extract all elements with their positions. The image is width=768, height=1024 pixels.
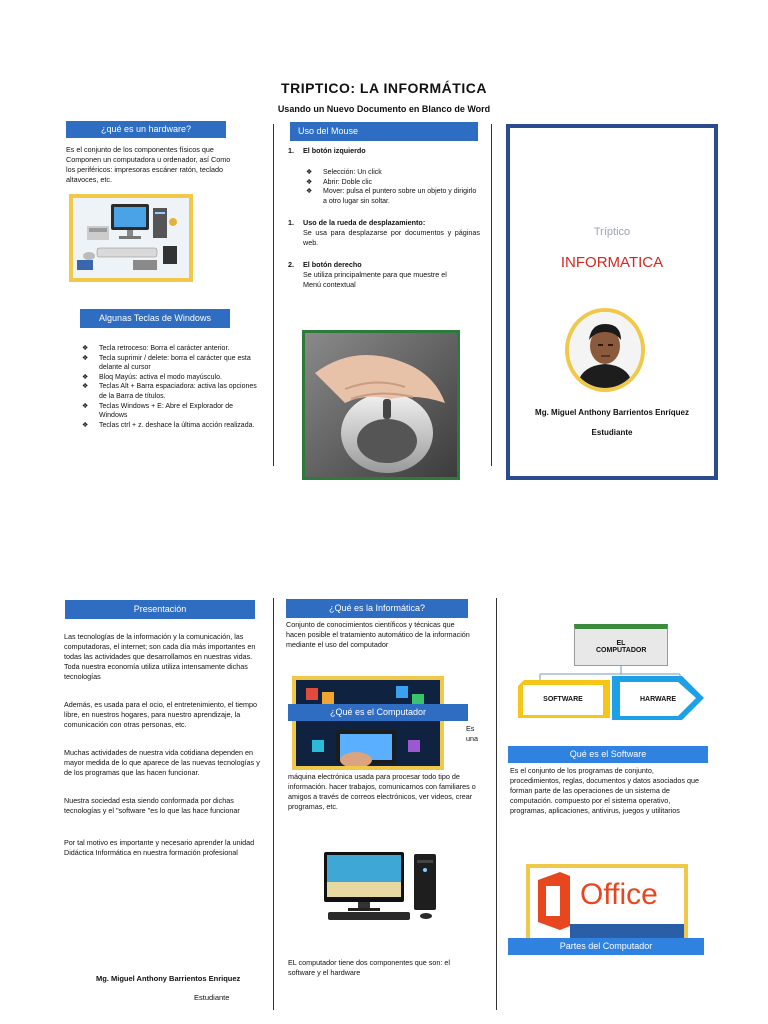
item-number: 2. — [288, 260, 294, 270]
informatica-text: Conjunto de conocimientos científicos y técnicas que hacen posible el tratamiento automático de la información mediante el uso del computador — [286, 620, 470, 649]
computador-side-text-2: una — [466, 734, 478, 743]
list-item: ❖ Teclas Alt + Barra espaciadora: activa las opciones de la Barra de títulos. — [82, 382, 262, 401]
right-button-text: Se utiliza principalmente para que muestre el Menú contextual — [303, 270, 447, 290]
technology-image — [292, 676, 444, 770]
presentacion-heading: Presentación — [65, 600, 255, 619]
windows-keys-heading: Algunas Teclas de Windows — [80, 309, 230, 328]
cover-title: INFORMATICA — [560, 254, 664, 271]
item-title: Uso de la rueda de desplazamiento: — [303, 218, 426, 228]
office-image — [526, 864, 688, 942]
list-item: ❖ Teclas Windows + E: Abre el Explorador de Windows — [82, 402, 262, 421]
item-number: 1. — [288, 218, 294, 228]
mouse-item-left — [288, 146, 480, 156]
computador-text: máquina electrónica usada para procesar todo tipo de información. hacer trabajos, comunicarnos con familiares o amigos a través de correos electrónicos, ver videos, crear programas, etc. — [288, 772, 476, 811]
page-title: TRIPTICO: LA INFORMÁTICA — [281, 80, 487, 96]
diagram-software-node — [518, 680, 610, 718]
wheel-text: Se usa para desplazarse por documentos y páginas web. — [303, 228, 480, 248]
software-heading: Qué es el Software — [508, 746, 708, 763]
list-item: ❖ Mover: pulsa el puntero sobre un objeto y dirigirlo a otro lugar sin soltar. — [306, 187, 480, 206]
author-avatar — [565, 308, 645, 392]
presentacion-paragraph-1: Las tecnologías de la información y la comunicación, las computadoras, el internet; son cada día más importantes en todas las actividades que desarrollamos en nuestras vidas. Toda nuestra economía utiliza utiliza intensamente dichas tecnologías — [64, 632, 256, 681]
presentacion-role: Estudiante — [194, 993, 230, 1002]
software-text: Es el conjunto de los programas de conjunto, procedimientos, reglas, documentos y datos asociados que forman parte de las operaciones de un sistema de computación. compuesto por el sistema operativo, programas, aplicaciones, antivirus, juegos y utilitarios — [510, 766, 699, 815]
presentacion-author: Mg. Miguel Anthony Barrientos Enriquez — [96, 974, 241, 983]
desktop-computer-icon — [318, 848, 442, 924]
left-button-actions — [306, 168, 480, 206]
list-item: ❖ Bloq Mayús: activa el modo mayúsculo. — [82, 373, 262, 383]
desktop-computer-image — [318, 848, 442, 924]
person-portrait-icon — [569, 312, 641, 388]
mouse-heading — [290, 122, 478, 141]
diagram-software-label: SOFTWARE — [543, 696, 583, 703]
computador-side-text-1: Es — [466, 724, 475, 733]
divider-bottom-right — [496, 598, 497, 1010]
mouse-instructions — [288, 146, 480, 290]
windows-keys-list — [82, 344, 262, 430]
page-subtitle: Usando un Nuevo Documento en Blanco de Word — [277, 104, 491, 114]
hardware-heading: ¿qué es un hardware? — [66, 121, 226, 138]
divider-bottom-left — [273, 598, 274, 1010]
author-role: Estudiante — [591, 428, 633, 437]
cover-label: Tríptico — [593, 226, 631, 238]
item-title: El botón izquierdo — [303, 146, 366, 155]
diagram-hardware-label: HARWARE — [639, 696, 677, 703]
computador-heading: ¿Qué es el Computador — [288, 704, 468, 721]
list-item: ❖ Selección: Un click — [306, 168, 480, 178]
presentacion-paragraph-4: Nuestra sociedad esta siendo conformada por dichas tecnologías y el "software "es lo que las hace funcionar — [64, 796, 240, 815]
office-caption: Partes del Computador — [508, 938, 704, 955]
informatica-heading: ¿Qué es la Informática? — [286, 599, 468, 618]
item-number: 1. — [288, 146, 294, 155]
hardware-text: Es el conjunto de los componentes físicos que Componen un computadora u ordenador, así Como los periféricos: impresoras escáner ratón, teclado altavoces, etc. — [66, 145, 231, 184]
divider-top-right — [491, 124, 492, 466]
presentacion-paragraph-5: Por tal motivo es importante y necesario aprender la unidad Didáctica Informática en nuestra formación profesional — [64, 838, 255, 857]
item-title: El botón derecho — [303, 260, 362, 270]
cover-panel — [506, 124, 718, 480]
author-name: Mg. Miguel Anthony Barrientos Enríquez — [535, 408, 689, 417]
list-item: ❖ Abrir: Doble clic — [306, 178, 480, 188]
computer-hardware-illustration — [73, 198, 189, 278]
diagram-root-node — [574, 624, 668, 666]
diagram-hardware-node — [612, 676, 704, 720]
tech-apps-illustration — [296, 680, 440, 766]
diagram-root-label: EL COMPUTADOR — [596, 640, 647, 654]
mouse-image — [302, 330, 460, 480]
divider-top-left — [273, 124, 274, 466]
mouse-item-wheel — [288, 218, 480, 228]
presentacion-paragraph-3: Muchas actividades de nuestra vida cotidiana dependen en mayor medida de lo que aparece de las nuevas tecnologías y de los programas que las hacen funcionar. — [64, 748, 260, 777]
presentacion-body — [64, 632, 264, 858]
list-item: ❖ Tecla retroceso: Borra el carácter anterior. — [82, 344, 262, 354]
list-item: ❖ Teclas ctrl + z. deshace la última acción realizada. — [82, 421, 262, 431]
list-item: ❖ Tecla suprimir / delete: borra el carácter que esta delante al cursor — [82, 354, 262, 373]
mouse-item-right — [288, 260, 480, 270]
computador-components: EL computador tiene dos componentes que son: el software y el hardware — [288, 958, 450, 977]
mouse-heading-label: Uso del Mouse — [298, 126, 359, 136]
office-logo-text: Office — [580, 878, 658, 911]
hardware-image — [69, 194, 193, 282]
presentacion-paragraph-2: Además, es usada para el ocio, el entretenimiento, el tiempo libre, en nuestros hogares, para nuestro aprendizaje, la comunicación con otras personas, etc. — [64, 700, 257, 729]
hand-on-mouse-illustration — [305, 333, 457, 477]
